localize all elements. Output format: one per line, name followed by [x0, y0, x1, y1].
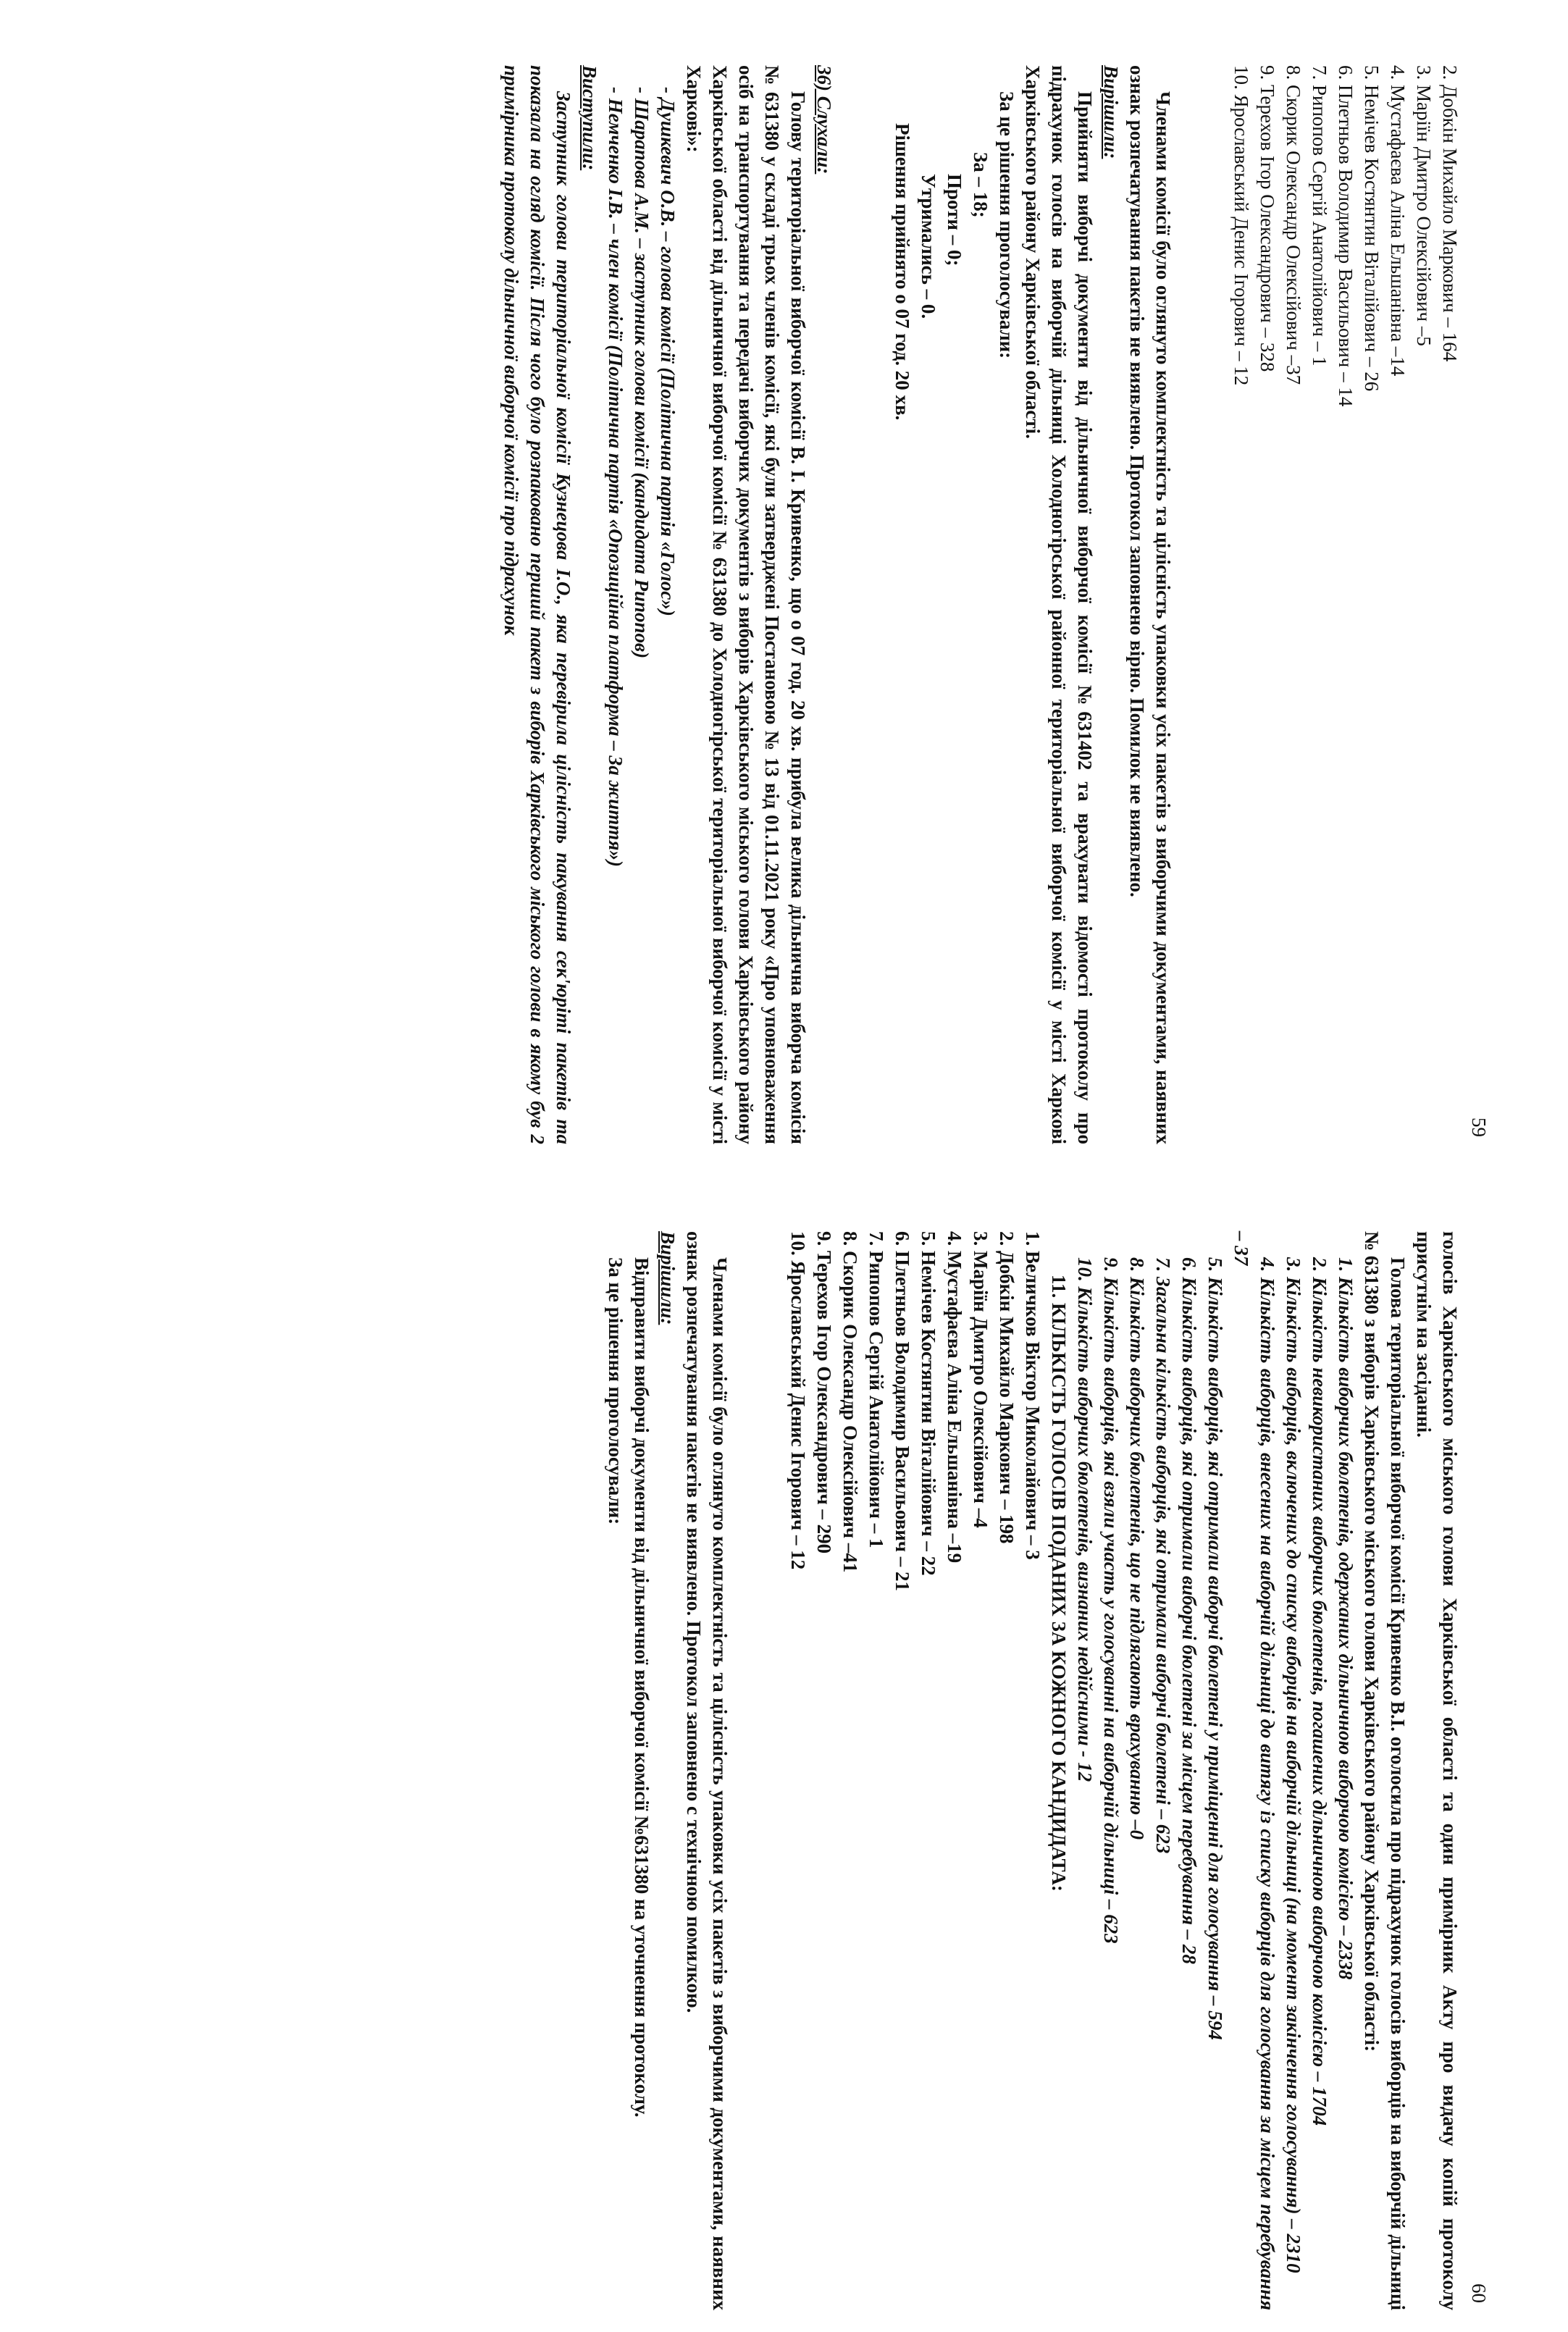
- spoke-label: Виступили:: [579, 65, 600, 171]
- announcement-paragraph: Голова територіальної виборчої комісії Кривенко В.І. оголосила про підрахунок голосів виборців на виборчій дільниці № 631380 з виборів Харківського міського голови Харківського району Харківської області:: [1361, 1231, 1409, 2310]
- heard-label: 36) Слухали:: [813, 65, 835, 175]
- list-item: 9. Терехов Ігор Олександрович – 328: [1257, 65, 1278, 372]
- page-59: [43, 36, 1492, 1166]
- decision-time: Рішення прийнято о 07 год. 20 хв.: [892, 123, 913, 421]
- page-number: 60: [1468, 2283, 1490, 2303]
- inspection-paragraph: Членами комісії було оглянуто комплектність та цілісність упаковки усіх пакетів з виборчими документами, наявних ознак розпечатування пакетів не виявлено. Протокол заповнено вірно. Помилок не виявлено.: [1126, 65, 1174, 1144]
- list-item: 7. Рипопов Сергій Анатолійович – 1: [1309, 65, 1330, 366]
- list-item: 2. Добкін Михайло Маркович – 164: [1439, 65, 1461, 362]
- list-item: 3. Маріїн Дмитро Олексійович –5: [1413, 65, 1435, 346]
- list-item: 10. Ярославський Денис Ігорович – 12: [1230, 65, 1252, 386]
- page-59-body: [498, 65, 1463, 1144]
- list-item: 6. Плетньов Володимир Васильович – 21: [892, 1231, 913, 1592]
- count-item: 5. Кількість виборців, які отримали виборчі бюлетені у приміщенні для голосування – 594: [1204, 1257, 1226, 2040]
- count-item: 3. Кількість виборців, включених до списку виборців на виборчій дільниці (на момент закінчення голосування) – 2310: [1283, 1257, 1304, 2273]
- member-item: - Душкевич О.В. – голова комісії (Політична партія «Голос»): [657, 87, 679, 616]
- list-item: 1. Величков Віктор Миколайович – 3: [1022, 1231, 1044, 1560]
- decided-label: Вирішили:: [1100, 65, 1122, 159]
- list-item: 8. Скорик Олександр Олексійович –41: [839, 1231, 861, 1573]
- count-item: 7. Загальна кількість виборців, які отримали виборчі бюлетені – 623: [1152, 1257, 1174, 1854]
- list-item: 2. Добкін Михайло Маркович – 198: [996, 1231, 1018, 1544]
- vote-for: За – 18;: [970, 152, 991, 218]
- list-item: 10. Ярославський Денис Ігорович – 12: [787, 1231, 809, 1570]
- vote-header: За це рішення проголосували:: [996, 91, 1018, 359]
- count-item: 6. Кількість виборців, які отримали виборчі бюлетені за місцем перебування – 28: [1178, 1257, 1200, 1964]
- member-item: - Немченко І.В. – член комісії (Політична партія «Опозиційна платформа – За життя»): [605, 87, 626, 867]
- spoke-paragraph: Заступник голови територіальної комісії Кузнецова І.О., яка перевірила цілісність пакування сек'юріті пакетів та показала на огляд комісії. Після чого було розпаковано перший пакет з виборів Харківського міського голови в якому був 2 примірника протоколу дільничної виборчої комісії про підрахунок: [500, 65, 574, 1144]
- decided-label: Вирішили:: [657, 1231, 679, 1325]
- list-item: 4. Мустафаєва Аліна Ельшанівна –19: [944, 1231, 965, 1564]
- candidate-results-list: [785, 1231, 1046, 2310]
- list-item: 6. Плетньов Володимир Васильович – 14: [1335, 65, 1357, 407]
- list-item: 4. Мустафаєва Аліна Ельшанівна –14: [1387, 65, 1409, 377]
- list-item: 5. Немічев Костянтин Віталійович – 22: [918, 1231, 939, 1576]
- count-item: 10. Кількість виборчих бюлетенів, визнаних недійсними - 12: [1074, 1257, 1096, 1782]
- list-item: 7. Рипопов Сергій Анатолійович – 1: [865, 1231, 887, 1548]
- candidate-results-list: [1228, 65, 1463, 1144]
- list-item: 3. Маріїн Дмитро Олексійович –4: [970, 1231, 991, 1528]
- count-item: 8. Кількість виборчих бюлетенів, що не підлягають врахуванню –0: [1126, 1257, 1148, 1840]
- member-item: - Шарапова А.М. – заступник голови комісії (кандидата Рипопов): [631, 87, 653, 659]
- decision-paragraph: Прийняти виборчі документи від дільничної виборчої комісії №631402 та врахувати відомості протоколу про підрахунок голосів на виборчій дільниці Холодногірської районної територіальної виборчої комісії у місті Харкові Харківського району Харківської області.: [1022, 65, 1096, 1144]
- list-item: 9. Терехов Ігор Олександрович – 290: [813, 1231, 835, 1554]
- page-60-body: [603, 1231, 1463, 2310]
- count-item: 1. Кількість виборчих бюлетенів, одержаних дільничною виборчою комісією – 2338: [1335, 1257, 1357, 1980]
- vote-abstained: Утримались – 0.: [918, 174, 939, 319]
- candidates-header: 11. КІЛЬКІСТЬ ГОЛОСІВ ПОДАНИХ ЗА КОЖНОГО КАНДИДАТА:: [1048, 1275, 1070, 1892]
- page-60: [43, 1202, 1492, 2332]
- continuation-paragraph: голосів Харківського міського голови Харківської області та один примірник Акту про видачу копій протоколу присутнім на засіданні.: [1413, 1231, 1461, 2310]
- count-item: 2. Кількість невикористаних виборчих бюлетенів, погашених дільничною виборчою комісією – 1704: [1309, 1257, 1330, 2126]
- decision-paragraph: Відправити виборчі документи від дільничної виборчої комісії №631380 на уточнення протоколу.: [631, 1257, 653, 2118]
- inspection-paragraph: Членами комісії було оглянуто комплектність та цілісність упаковки усіх пакетів з виборчими документами, наявних ознак розпечатування пакетів не виявлено. Протокол заповнено с технічною помилкою.: [683, 1231, 731, 2310]
- list-item: 5. Немічев Костянтин Віталійович – 26: [1361, 65, 1383, 392]
- count-item: 9. Кількість виборців, які взяли участь у голосуванні на виборчій дільниці – 623: [1100, 1257, 1122, 1944]
- vote-against: Проти – 0;: [944, 174, 965, 267]
- count-item: 4. Кількість виборців, внесених на виборчій дільниці до витягу із списку виборців для голосування за місцем перебування – 37: [1230, 1231, 1278, 2310]
- page-number: 59: [1468, 1117, 1490, 1137]
- heard-paragraph: Голову територіальної виборчої комісії В. І. Кривенко, що о 07 год. 20 хв. прибула велика дільнична виборча комісія № 631380 у складі трьох членів комісії, які були затверджені Постановою № 13 від 01.11.2021 року «Про уповноваження осіб на транспортування та передачі виборчих документів з виборів Харківського міського голови Харківського району Харківської області від дільничної виборчої комісії № 631380 до Холодногірської територіальної виборчої комісії у місті Харкові»:: [683, 65, 809, 1144]
- vote-header: За це рішення проголосували:: [605, 1257, 626, 1525]
- list-item: 8. Скорик Олександр Олексійович –37: [1283, 65, 1304, 385]
